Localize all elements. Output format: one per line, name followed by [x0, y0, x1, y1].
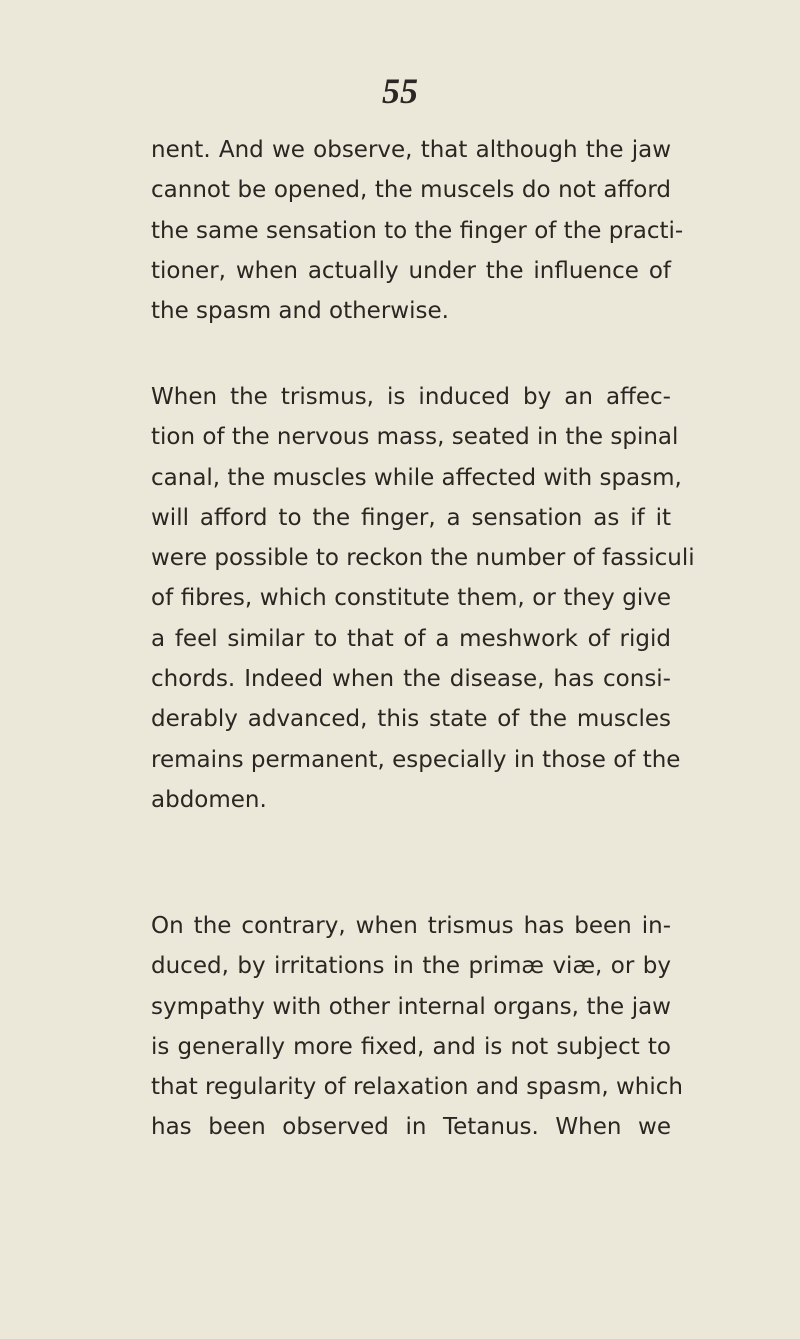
text-line: duced, by irritations in the primæ viæ, or by: [151, 953, 671, 980]
text-line: the spasm and otherwise.: [151, 298, 449, 325]
text-line: will afford to the finger, a sensation as if it: [151, 504, 671, 531]
text-line: sympathy with other internal organs, the jaw: [151, 993, 671, 1020]
paragraph-3: [151, 906, 683, 1148]
text-line: has been observed in Tetanus. When we: [151, 1114, 671, 1141]
text-line: nent. And we observe, that although the jaw: [151, 137, 671, 163]
text-line: tioner, when actually under the influence of: [151, 257, 671, 284]
text-line: chords. Indeed when the disease, has consi-: [151, 666, 671, 693]
paragraph-2: [151, 377, 695, 820]
text-line: is generally more fixed, and is not subject to: [151, 1033, 671, 1060]
text-line: tion of the nervous mass, seated in the spinal: [151, 424, 679, 451]
text-line: When the trismus, is induced by an affec-: [151, 384, 671, 410]
text-line: derably advanced, this state of the muscles: [151, 706, 671, 733]
paragraph-1: [151, 130, 684, 331]
text-line: the same sensation to the finger of the practi-: [151, 217, 684, 244]
page-number: 55: [382, 71, 418, 111]
text-line: canal, the muscles while affected with spasm,: [151, 464, 682, 491]
text-line: cannot be opened, the muscels do not afford: [151, 177, 671, 204]
text-line: abdomen.: [151, 786, 267, 813]
text-line: a feel similar to that of a meshwork of rigid: [151, 625, 671, 652]
text-line: remains permanent, especially in those of the: [151, 746, 681, 773]
text-line: that regularity of relaxation and spasm, which: [151, 1074, 683, 1101]
text-line: were possible to reckon the number of fassiculi: [151, 545, 695, 572]
text-line: On the contrary, when trismus has been in-: [151, 913, 671, 939]
text-line: of fibres, which constitute them, or they give: [151, 585, 671, 612]
